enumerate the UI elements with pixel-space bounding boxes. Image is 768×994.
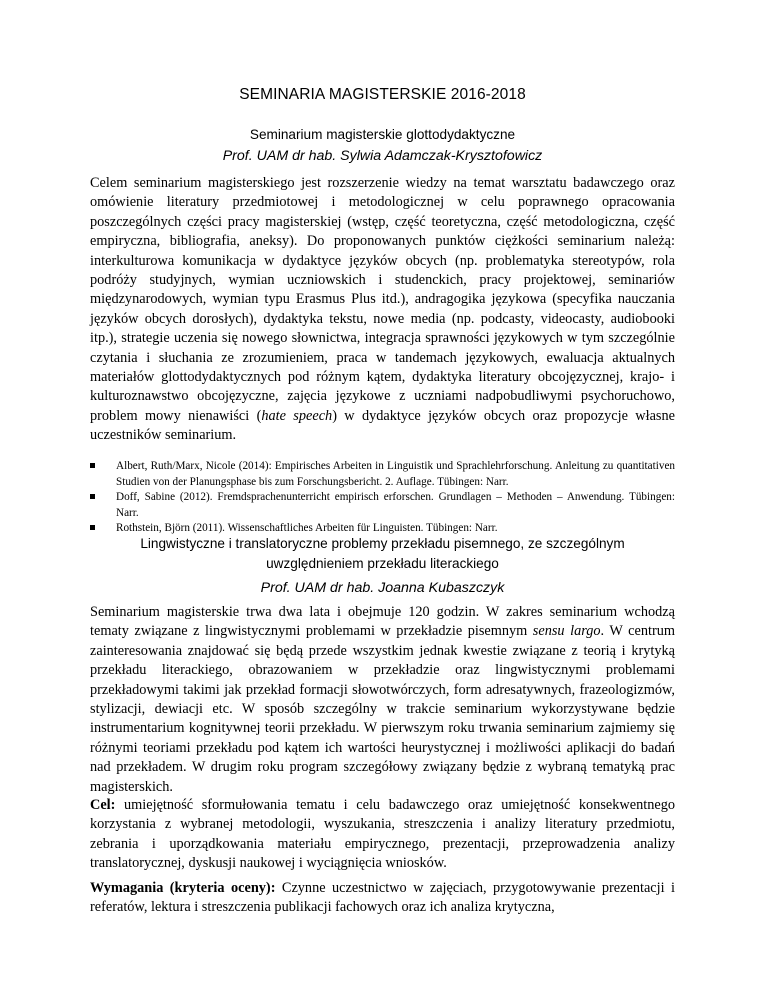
section1-paragraph-text-a: Celem seminarium magisterskiego jest rozszerzenie wiedzy na temat warsztatu badawczego oraz omówienie literatury przedmiotowej i metodologicznej w celu poprawnego opracowania poszczególnych części pracy magisterskiej (wstęp, część teoretyczna, część metodologiczna, część empiryczna, bibliografia, aneksy). Do proponowanych punktów ciężkości seminarium należą: interkulturowa komunikacja w dydaktyce języków obcych (np. problematyka stereotypów, rola podróży studyjnych, wymian uczniowskich i studenckich, pracy projektowej, seminariów międzynarodowych, wymian typu Erasmus Plus itd.), andragogika językowa (specyfika nauczania języków obcych dorosłych), dydaktyka tekstu, nowe media (np. podcasty, videocasty, audiobooki itp.), strategie uczenia się nowego słownictwa, integracja sprawności językowych w tym szczególnie czytania i słuchania ze zrozumieniem, praca w tandemach językowych, ewaluacja aktualnych materiałów glottodydaktycznych pod różnym kątem, dydaktyka literatury obcojęzycznej, krajo- i kulturoznawstwo obcojęzyczne, zajęcia językowe z uczniami nadpobudliwymi psychoruchowo, problem mowy nienawiści ( [90, 175, 675, 424]
section1-heading: Seminarium magisterskie glottodydaktyczne [249, 127, 516, 142]
section2-paragraph [90, 603, 675, 797]
sensu-largo-term: sensu largo [532, 623, 601, 640]
section1-paragraph [90, 174, 675, 446]
reference-item: Rothstein, Björn (2011). Wissenschaftliches Arbeiten für Linguisten. Tübingen: Narr. [90, 521, 675, 537]
requirements-text: Czynne uczestnictwo w zajęciach, przygotowywanie prezentacji i referatów, lektura i streszczenia publikacji fachowych oraz ich analiza krytyczna, [90, 880, 676, 916]
section2-heading [90, 534, 675, 574]
section2-paragraph-text-b: . W centrum zainteresowania znajdować się będą przede wszystkim jednak kwestie związane z teorią i krytyką przekładu literackiego, obrazowaniem w przekładzie oraz lingwistycznymi problemami przekładowymi takimi jak przekład formacji słowotwórczych, form adresatywnych, frazeologizmów, stylizacji, dewiacji etc. W sposób szczególny w trakcie seminarium wykorzystywane będzie instrumentarium kognitywnej teorii przekładu. W pierwszym roku trwania seminarium zajmiemy się różnymi teoriami przekładu pod kątem ich wartości heurystycznej i możliwości aplikacji do badań nad przekładem. W drugim roku program szczegółowy związany będzie z wybraną tematyką prac magisterskich. [90, 623, 675, 795]
section1-paragraph-text-b: ) w dydaktyce języków obcych oraz propozycje własne uczestników seminarium. [90, 407, 675, 444]
hate-speech-term: hate speech [261, 407, 333, 424]
requirements-paragraph [90, 879, 675, 918]
bullet-icon [90, 525, 95, 530]
goal-text: umiejętność sformułowania tematu i celu badawczego oraz umiejętność konsekwentnego korzystania z wybranej metodologii, wyszukania, streszczenia i analizy literatury przedmiotu, zebrania i uporządkowania materiału empirycznego, prezentacji, przeprowadzenia analizy translatorycznej, dyskusji naukowej i wyciągnięcia wniosków. [90, 797, 675, 872]
section2-author: Prof. UAM dr hab. Joanna Kubaszczyk [260, 580, 505, 596]
section2-paragraph-text-a: Seminarium magisterskie trwa dwa lata i obejmuje 120 godzin. W zakres seminarium wchodzą tematy związane z lingwistycznymi problemami w przekładzie pisemnym [90, 604, 675, 640]
section1-author: Prof. UAM dr hab. Sylwia Adamczak-Krysztofowicz [222, 148, 543, 164]
references-list [90, 459, 675, 537]
section2-heading-line2: uwzględnieniem przekładu literackiego [266, 556, 499, 571]
bullet-icon [90, 463, 95, 468]
reference-item: Doff, Sabine (2012). Fremdsprachenunterricht empirisch erforschen. Grundlagen – Methoden – Anwendung. Tübingen: Narr. [90, 490, 675, 521]
goal-label: Cel: [90, 797, 116, 813]
goal-paragraph [90, 796, 675, 874]
page-title: SEMINARIA MAGISTERSKIE 2016-2018 [239, 86, 526, 103]
section2-heading-line1: Lingwistyczne i translatoryczne problemy przekładu pisemnego, ze szczególnym [140, 536, 625, 551]
bullet-icon [90, 494, 95, 499]
requirements-label: Wymagania (kryteria oceny): [90, 880, 276, 896]
reference-item: Albert, Ruth/Marx, Nicole (2014): Empirisches Arbeiten in Linguistik und Sprachlehrforschung. Anleitung zu quantitativen Studien von der Planungsphase bis zum Forschungsbericht. 2. Auflage. Tübingen: Narr. [90, 459, 675, 490]
